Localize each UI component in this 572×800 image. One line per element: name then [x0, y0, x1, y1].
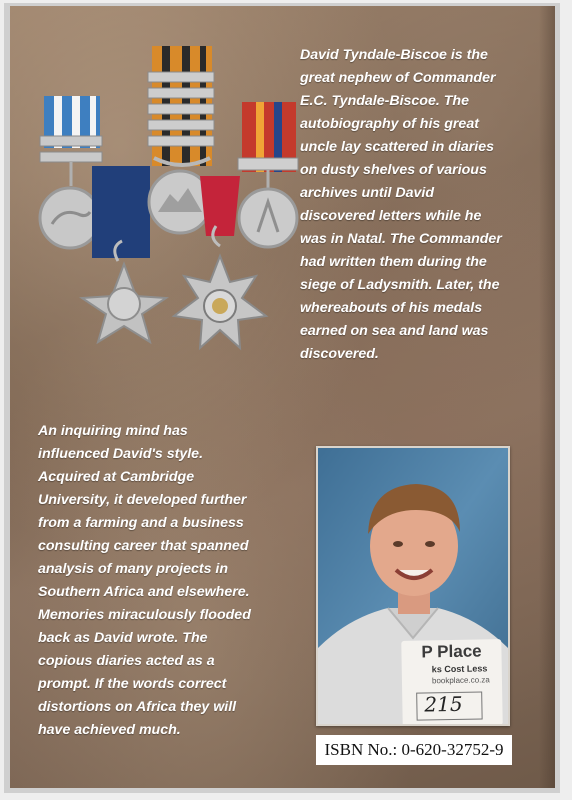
blurb-line: consulting career that spanned [38, 538, 249, 554]
medals-illustration [30, 36, 300, 366]
blurb-line: siege of Ladysmith. Later, the [300, 277, 500, 293]
sticker-slogan: ks Cost Less [431, 663, 488, 675]
isbn-label: ISBN No.: 0-620-32752-9 [316, 735, 512, 765]
blurb-line: uncle lay scattered in diaries [300, 139, 494, 155]
blurb-line: prompt. If the words correct [38, 676, 227, 692]
blurb-line: discovered. [300, 346, 379, 362]
blurb-line: archives until David [300, 185, 435, 201]
blurb-line: analysis of many projects in [38, 561, 229, 577]
sticker-website: bookplace.co.za [431, 675, 490, 686]
blurb-bottom [38, 420, 300, 742]
blurb-line: An inquiring mind has [38, 423, 188, 439]
blurb-top [300, 44, 532, 366]
blurb-line: influenced David's style. [38, 446, 204, 462]
blurb-line: from a farming and a business [38, 515, 244, 531]
blurb-line: University, it developed further [38, 492, 247, 508]
price-sticker [401, 639, 502, 726]
blurb-line: David Tyndale-Biscoe is the [300, 47, 488, 63]
blurb-line: Acquired at Cambridge [38, 469, 195, 485]
blurb-line: distortions on Africa they will [38, 699, 237, 715]
blurb-line: back as David wrote. The [38, 630, 208, 646]
blurb-line: have achieved much. [38, 722, 181, 738]
spine-edge [539, 6, 555, 788]
sticker-brand: P Place [421, 641, 482, 662]
author-photo [316, 446, 510, 726]
medal-5 [238, 102, 298, 247]
blurb-line: Southern Africa and elsewhere. [38, 584, 250, 600]
blurb-line: on dusty shelves of various [300, 162, 487, 178]
book-back-cover [10, 6, 555, 788]
blurb-line: earned on sea and land was [300, 323, 489, 339]
blurb-line: had written them during the [300, 254, 487, 270]
blurb-line: great nephew of Commander [300, 70, 496, 86]
blurb-line: autobiography of his great [300, 116, 479, 132]
blurb-line: E.C. Tyndale-Biscoe. The [300, 93, 469, 109]
blurb-line: Memories miraculously flooded [38, 607, 251, 623]
blurb-line: was in Natal. The Commander [300, 231, 502, 247]
sticker-price: 215 [424, 691, 463, 717]
blurb-line: discovered letters while he [300, 208, 482, 224]
blurb-line: copious diaries acted as a [38, 653, 215, 669]
blurb-line: whereabouts of his medals [300, 300, 483, 316]
